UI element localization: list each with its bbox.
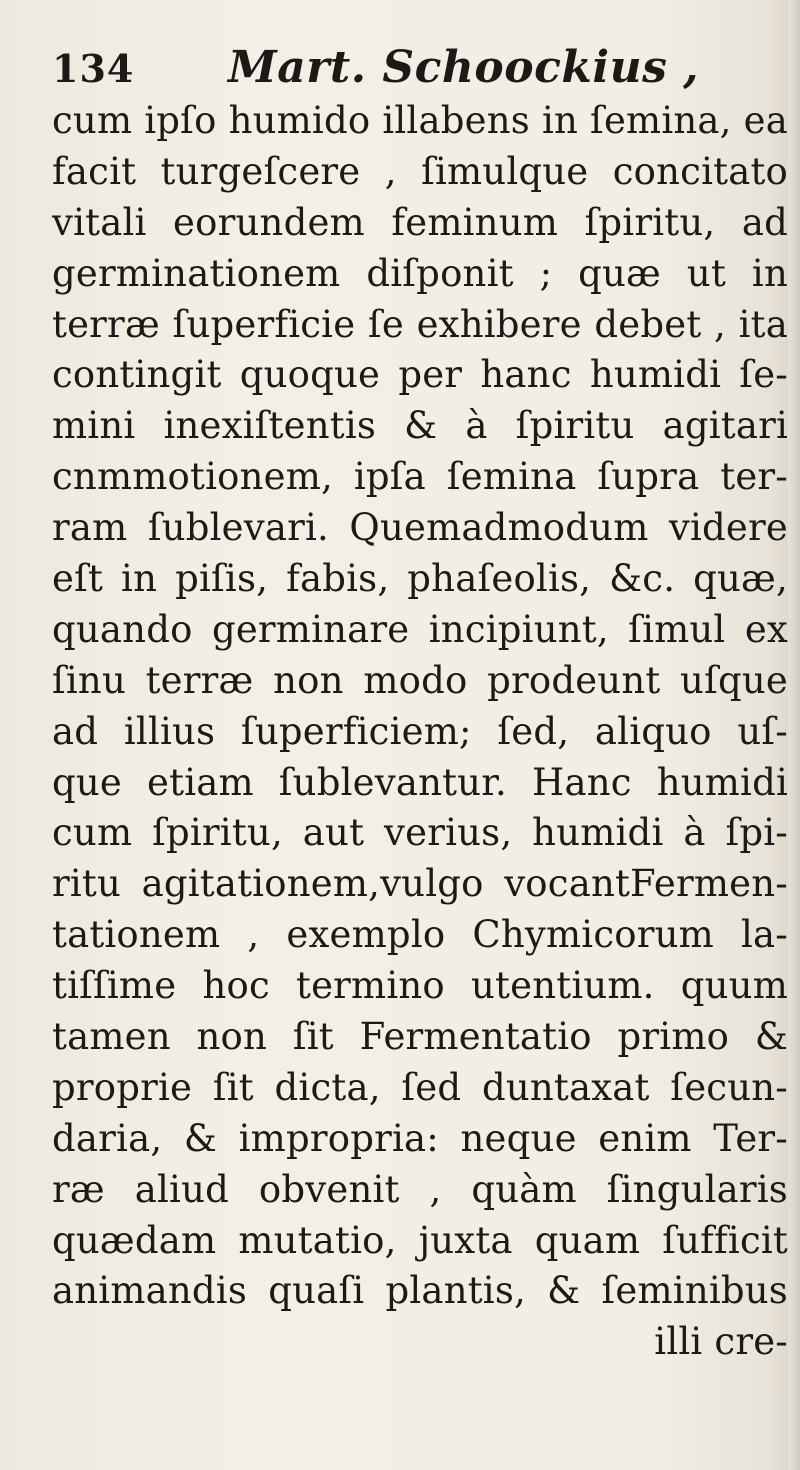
text-line: que etiam ſublevantur. Hanc humidi — [52, 760, 788, 804]
page-edge-shadow — [788, 0, 800, 1470]
text-line: ad illius ſuperficiem; ſed, aliquo uſ- — [52, 709, 788, 753]
text-body — [52, 96, 788, 1368]
text-line: quædam mutatio, juxta quam ſufficit — [52, 1218, 788, 1262]
running-head: Mart. Schoockius , — [228, 42, 699, 93]
text-line: contingit quoque per hanc humidi ſe- — [52, 353, 788, 397]
text-line: tamen non ſit Fermentatio primo & — [52, 1015, 788, 1059]
text-line: terræ ſuperficie ſe exhibere debet , ita — [52, 302, 788, 346]
text-line: mini inexiſtentis & à ſpiritu agitari — [52, 404, 788, 448]
text-line: cnmmotionem, ipſa ſemina ſupra ter- — [52, 455, 788, 499]
text-line: ſinu terræ non modo prodeunt uſque — [52, 658, 788, 702]
text-line: cum ipſo humido illabens in ſemina, ea — [52, 99, 788, 142]
text-line: cum ſpiritu, aut verius, humidi à ſpi- — [52, 811, 788, 855]
text-line: proprie ſit dicta, ſed duntaxat ſecun- — [52, 1065, 788, 1109]
text-line: ritu agitationem,vulgo vocantFermen- — [52, 862, 788, 906]
text-line: facit turgeſcere , ſimulque concitato — [52, 149, 788, 193]
text-line: tiſſime hoc termino utentium. quum — [52, 964, 788, 1008]
text-line: quando germinare incipiunt, ſimul ex — [52, 607, 788, 651]
page-number: 134 — [52, 46, 135, 91]
text-line: germinationem diſponit ; quæ ut in — [52, 251, 788, 295]
text-line: vitali eorundem feminum ſpiritu, ad — [52, 200, 788, 244]
text-line: animandis quaſi plantis, & ſeminibus — [52, 1269, 788, 1313]
text-line: eſt in piſis, fabis, phaſeolis, &c. quæ, — [52, 557, 788, 601]
page-header — [52, 38, 752, 96]
text-line: tationem , exemplo Chymicorum la- — [52, 913, 788, 957]
catchword: illi cre- — [654, 1320, 788, 1364]
text-line: ram ſublevari. Quemadmodum videre — [52, 506, 788, 550]
text-line: ræ aliud obvenit , quàm ſingularis — [52, 1167, 788, 1211]
text-line: daria, & impropria: neque enim Ter- — [52, 1116, 788, 1160]
